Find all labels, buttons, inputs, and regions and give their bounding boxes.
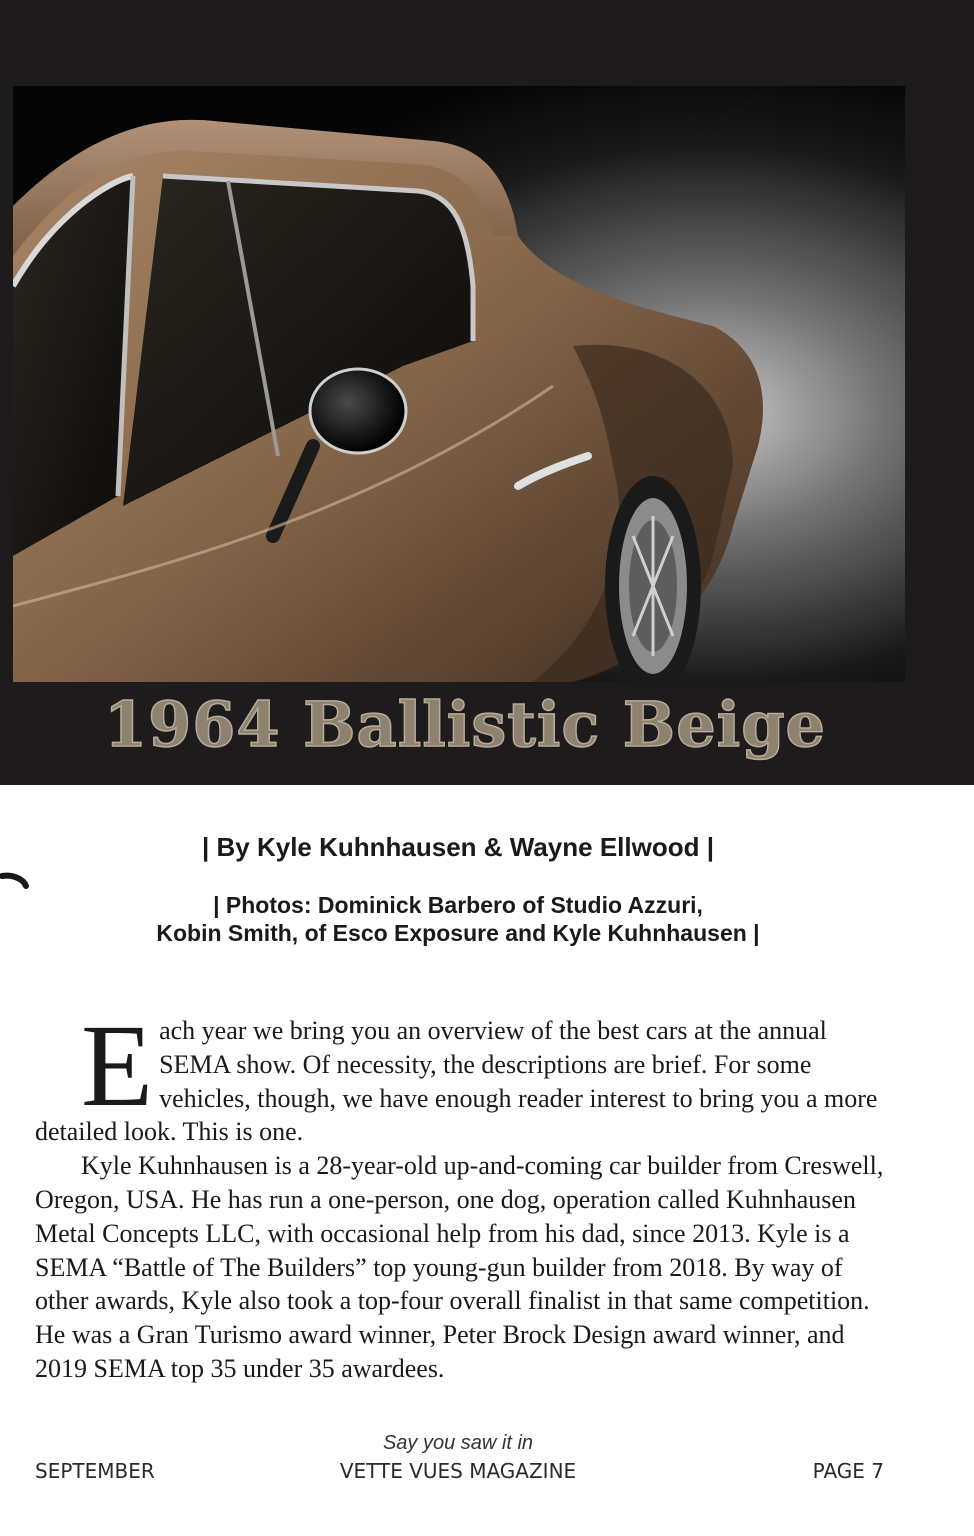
footer-tagline: Say you saw it in	[382, 1432, 534, 1454]
drop-cap: E	[81, 1000, 154, 1131]
car-illustration	[13, 86, 905, 682]
footer-magazine-name: VETTE VUES MAGAZINE	[339, 1459, 577, 1483]
photo-credits-line-1: | Photos: Dominick Barbero of Studio Azzuri,	[213, 892, 703, 918]
footer-month: SEPTEMBER	[35, 1459, 155, 1483]
article-headline: 1964 Ballistic Beige	[103, 688, 826, 761]
paragraph-2: Kyle Kuhnhausen is a 28-year-old up-and-coming car builder from Creswell, Oregon, USA. He has run a one-person, one dog, operation called Kuhnhausen Metal Concepts LLC, with occasional help from his dad, since 2013. Kyle is a SEMA “Battle of The Builders” top young-gun builder from 2018. By way of other awards, Kyle also took a top-four overall finalist in that same competition. He was a Gran Turismo award winner, Peter Brock Design award winner, and 2019 SEMA top 35 under 35 awardees.	[35, 1151, 884, 1383]
paragraph-1	[35, 1000, 885, 1149]
footer-page-number: PAGE 7	[812, 1459, 884, 1483]
photo-credits	[0, 891, 916, 947]
photo-credits-line-2: Kobin Smith, of Esco Exposure and Kyle Kuhnhausen |	[156, 920, 760, 946]
author-byline: | By Kyle Kuhnhausen & Wayne Ellwood |	[202, 832, 714, 862]
paragraph-1-text: ach year we bring you an overview of the best cars at the annual SEMA show. Of necessity, the descriptions are brief. For some vehicles, though, we have enough reader interest to bring you a more detailed look. This is one.	[35, 1016, 878, 1147]
car-photo	[13, 86, 905, 682]
article-body	[35, 1000, 885, 1386]
